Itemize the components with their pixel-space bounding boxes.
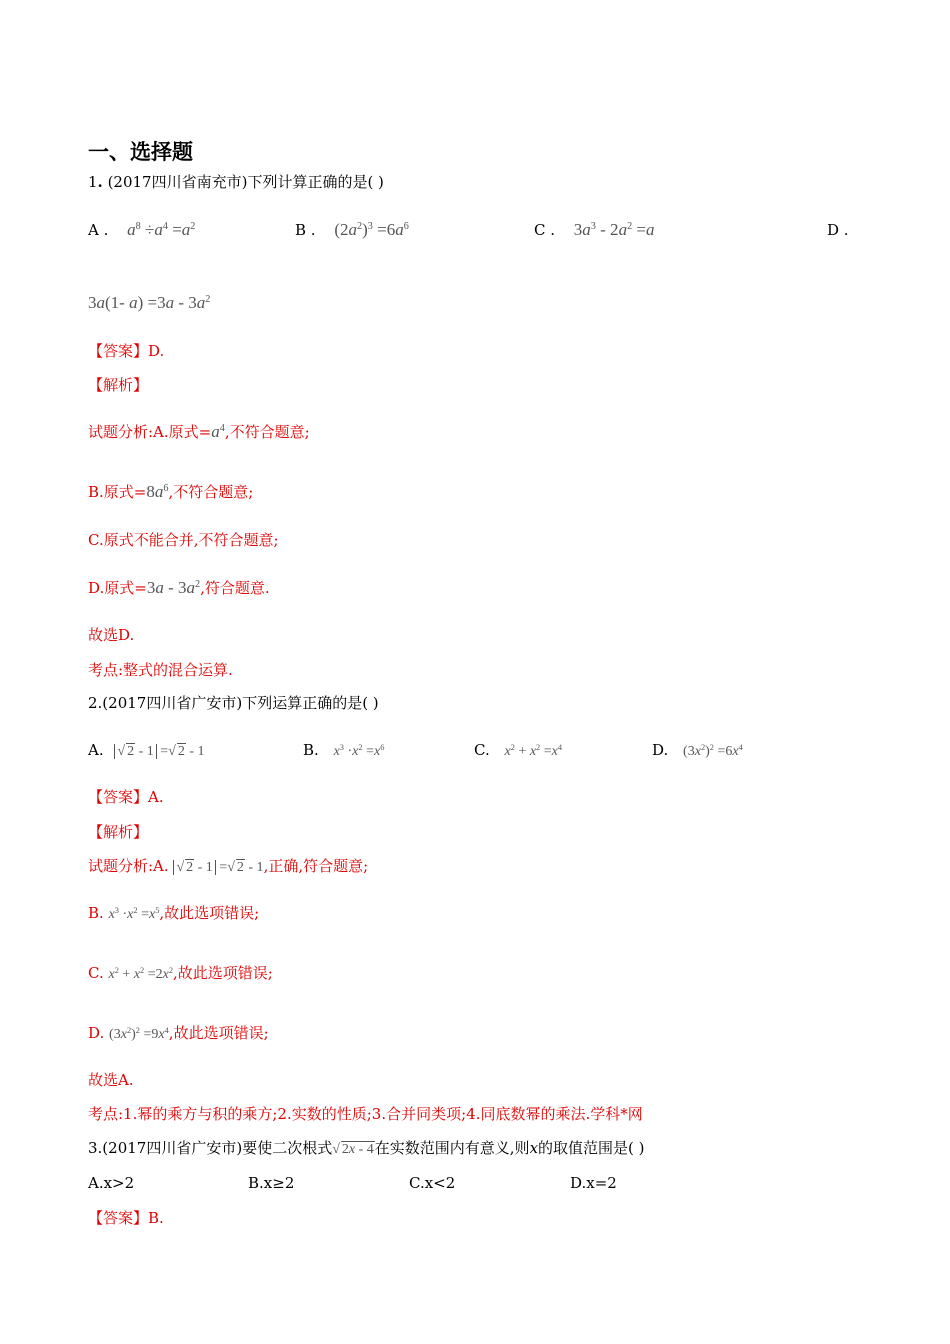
q3-answer: 【答案】B. xyxy=(88,1209,164,1227)
q3-stem-var: x xyxy=(529,1139,539,1157)
q2-stem: 2.(2017四川省广安市)下列运算正确的是( ) xyxy=(88,694,379,712)
q1-option-d-expr: 3a(1- $a) =3a - 3a^2$ xyxy=(88,293,211,312)
q2-answer: 【答案】A. xyxy=(88,788,164,806)
q2-option-a: A. √ 2 - 1 =√ 2 - 1 xyxy=(88,741,205,759)
q2-option-d-label: D. xyxy=(652,741,669,759)
q3-stem-end: 的取值范围是( ) xyxy=(538,1139,645,1157)
q2-analysis-b: B. $x^3 \cdot x^2 =x^5$,故此选项错误; xyxy=(88,904,260,922)
q3-option-b: B.x≥2 xyxy=(248,1174,295,1192)
q1-analysis-a-lead: 试题分析:A.原式= xyxy=(88,423,212,441)
q2-analysis-a-tail: ,正确,符合题意; xyxy=(263,857,369,875)
q2-analysis-d-lead: D. xyxy=(88,1024,105,1042)
q3-stem-tail: 在实数范围内有意义,则 xyxy=(374,1139,530,1157)
q1-conclusion: 故选D. xyxy=(88,626,135,644)
section-title: 一、选择题 xyxy=(88,140,193,164)
q2-conclusion: 故选A. xyxy=(88,1071,134,1089)
q3-option-a: A.x>2 xyxy=(88,1174,135,1192)
q1-analysis-b: B.原式$=8a^6$,不符合题意; xyxy=(88,482,254,501)
q1-analysis-b-lead: B.原式= xyxy=(88,483,147,501)
q2-analysis-c: C. $x^2 + x^2 =2x^2$,故此选项错误; xyxy=(88,964,273,982)
q2-analysis-label: 【解析】 xyxy=(88,823,149,841)
q3-stem: 3.(2017四川省广安市)要使二次根式√ 2x - 4在实数范围内有意义,则x的取值范围是( ) xyxy=(88,1139,645,1157)
q2-option-b: B. $x^3 \cdot x^2 =x^6$ xyxy=(303,741,385,759)
q2-option-a-label: A. xyxy=(88,741,104,759)
q2-analysis-c-lead: C. xyxy=(88,964,104,982)
q1-analysis-d-lead: D.原式= xyxy=(88,579,147,597)
q2-option-b-label: B. xyxy=(303,741,319,759)
q2-option-c-label: C. xyxy=(474,741,490,759)
q2-analysis-b-lead: B. xyxy=(88,904,104,922)
q1-analysis-a: 试题分析:A.原式$=a^4$,不符合题意; xyxy=(88,422,310,441)
q1-option-c: C . $3a^3 - 2a^2 =a$ xyxy=(534,220,655,239)
q1-option-b-label: B . xyxy=(295,221,316,239)
q1-analysis-b-tail: ,不符合题意; xyxy=(168,483,254,501)
q2-kaodian: 考点:1.幂的乘方与积的乘方;2.实数的性质;3.合并同类项;4.同底数幂的乘法.学科*网 xyxy=(88,1105,643,1123)
q1-analysis-a-tail: ,不符合题意; xyxy=(224,423,310,441)
q1-analysis-d-tail: ,符合题意. xyxy=(200,579,270,597)
q1-analysis-c: C.原式不能合并,不符合题意; xyxy=(88,531,279,549)
q3-option-c: C.x<2 xyxy=(409,1174,456,1192)
q2-option-d: D. $(3x^2)^2 =6x^4$ xyxy=(652,741,743,759)
q2-analysis-b-tail: ,故此选项错误; xyxy=(159,904,260,922)
q2-analysis-a-lead: 试题分析:A. xyxy=(88,857,169,875)
q1-option-c-label: C . xyxy=(534,221,556,239)
q1-analysis-d: D.原式$=3a - 3a^2$,符合题意. xyxy=(88,578,270,597)
q2-analysis-a: 试题分析:A. √ 2 - 1 =√ 2 - 1,正确,符合题意; xyxy=(88,857,369,875)
q1-option-d-label: D . xyxy=(827,221,849,239)
q1-analysis-label: 【解析】 xyxy=(88,376,149,394)
q1-option-a: A . $a^8 \div a^4 =a^2$ xyxy=(88,220,196,239)
q3-option-d: D.x=2 xyxy=(570,1174,617,1192)
q1-option-b: B . $(2a^2)^3 =6a^6$ xyxy=(295,220,409,239)
q1-stem-text: (2017四川省南充市)下列计算正确的是( ) xyxy=(107,173,384,191)
q1-stem: 1. (2017四川省南充市)下列计算正确的是( ) xyxy=(88,173,384,191)
q2-option-c: C. $x^2 + x^2 =x^4$ xyxy=(474,741,563,759)
q2-analysis-c-tail: ,故此选项错误; xyxy=(173,964,273,982)
q1-answer: 【答案】D. xyxy=(88,342,165,360)
q2-analysis-d-tail: ,故此选项错误; xyxy=(168,1024,269,1042)
q3-stem-lead: 3.(2017四川省广安市)要使二次根式 xyxy=(88,1139,333,1157)
q1-option-a-label: A . xyxy=(88,221,109,239)
q2-analysis-d: D. $(3x^2)^2 =9x^4$,故此选项错误; xyxy=(88,1024,269,1042)
q1-kaodian: 考点:整式的混合运算. xyxy=(88,661,233,679)
q1-number: 1 xyxy=(88,173,98,191)
